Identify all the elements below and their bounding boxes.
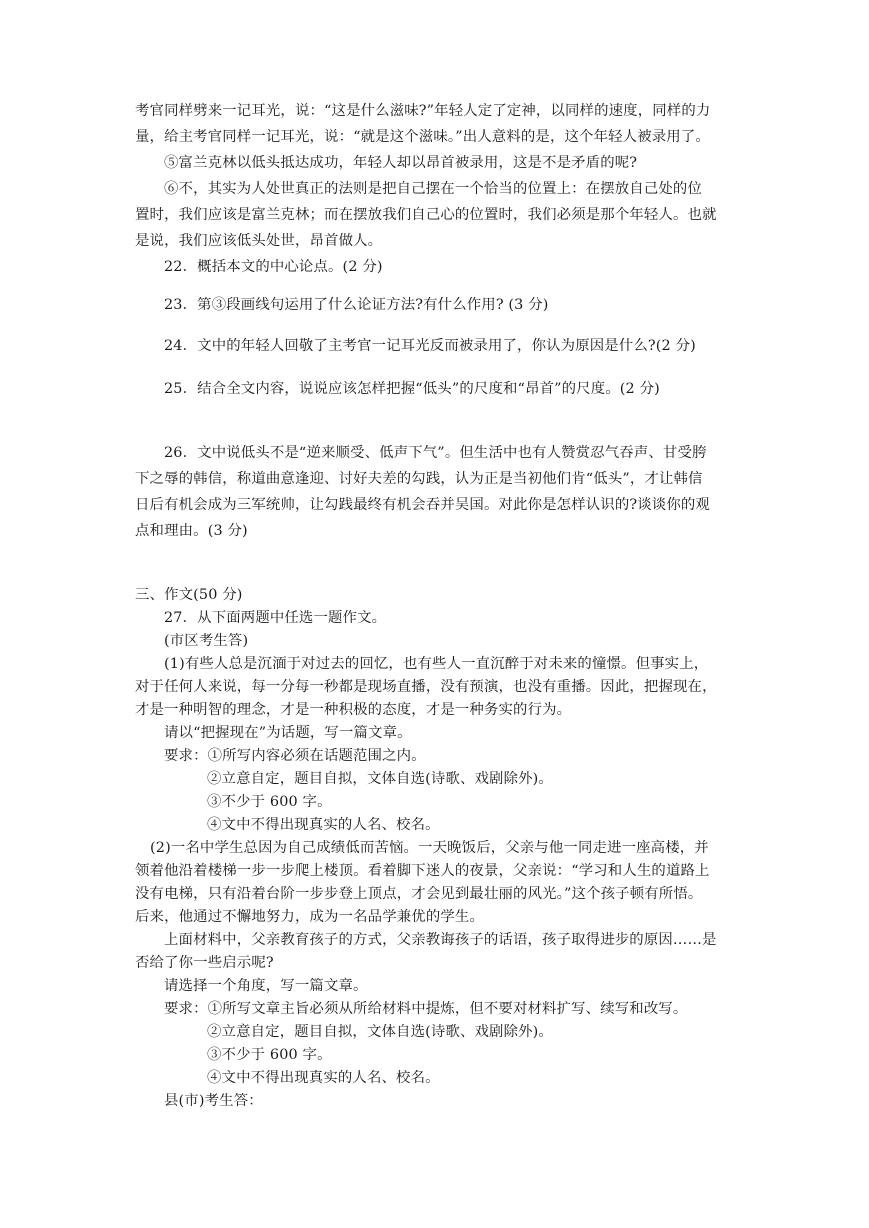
topic-2-requirement-2: ②立意自定，题目自拟，文体自选(诗歌、戏剧除外)。 (207, 1024, 553, 1040)
topic-1-prompt: 请以“把握现在”为话题，写一篇文章。 (164, 725, 412, 741)
question-25: 25．结合全文内容，说说应该怎样把握“低头”的尺度和“昂首”的尺度。(2 分) (164, 381, 660, 397)
passage-paragraph-5: ⑤富兰克林以低头抵达成功，年轻人却以昂首被录用，这是不是矛盾的呢? (164, 155, 638, 171)
passage-paragraph-continued-line-1: 考官同样劈来一记耳光，说：“这是什么滋味?”年轻人定了定神，以同样的速度，同样的力 (135, 103, 711, 119)
topic-1-line-2: 对于任何人来说，每一分每一秒都是现场直播，没有预演，也没有重播。因此，把握现在， (135, 679, 717, 695)
topic-2-line-6: 否给了你一些启示呢? (135, 955, 274, 971)
topic-2-line-2: 领着他沿着楼梯一步一步爬上楼顶。看着脚下迷人的夜景，父亲说：“学习和人生的道路上 (135, 863, 710, 879)
topic-2-prompt: 请选择一个角度，写一篇文章。 (164, 978, 368, 994)
topic-2-line-1: (2)一名中学生总因为自己成绩低而苦恼。一天晚饭后，父亲与他一同走进一座高楼，并 (150, 840, 709, 856)
topic-1-requirement-4: ④文中不得出现真实的人名、校名。 (207, 817, 440, 833)
question-22: 22．概括本文的中心论点。(2 分) (164, 259, 383, 275)
topic-2-line-5: 上面材料中，父亲教育孩子的方式，父亲教诲孩子的话语，孩子取得进步的原因……是 (164, 932, 717, 948)
question-27: 27．从下面两题中任选一题作文。 (164, 610, 387, 626)
passage-paragraph-continued-line-2: 量，给主考官同样一记耳光，说：“就是这个滋味。”出人意料的是，这个年轻人被录用了。 (135, 129, 710, 145)
topic-2-requirement-3: ③不少于 600 字。 (207, 1047, 332, 1063)
question-23: 23．第③段画线句运用了什么论证方法?有什么作用? (3 分) (164, 297, 549, 313)
topic-1-requirement-1: 要求：①所写内容必须在话题范围之内。 (164, 748, 426, 764)
topic-1-requirement-2: ②立意自定，题目自拟，文体自选(诗歌、戏剧除外)。 (207, 771, 553, 787)
topic-2-requirement-4: ④文中不得出现真实的人名、校名。 (207, 1070, 440, 1086)
topic-2-line-4: 后来，他通过不懈地努力，成为一名品学兼优的学生。 (135, 909, 484, 925)
topic-1-requirement-3: ③不少于 600 字。 (207, 794, 332, 810)
question-26-line-1: 26．文中说低头不是“逆来顺受、低声下气”。但生活中也有人赞赏忍气吞声、甘受胯 (164, 445, 707, 461)
passage-paragraph-6-line-2: 置时，我们应该是富兰克林；而在摆放我们自己心的位置时，我们必须是那个年轻人。也就 (135, 207, 717, 223)
county-candidates-label: 县(市)考生答： (164, 1093, 263, 1109)
topic-1-line-3: 才是一种明智的理念，才是一种积极的态度，才是一种务实的行为。 (135, 702, 572, 718)
topic-1-line-1: (1)有些人总是沉湎于对过去的回忆，也有些人一直沉醉于对未来的憧憬。但事实上， (164, 656, 709, 672)
passage-paragraph-6-line-1: ⑥不，其实为人处世真正的法则是把自己摆在一个恰当的位置上：在摆放自己处的位 (164, 181, 703, 197)
question-26-line-2: 下之辱的韩信，称道曲意逢迎、讨好夫差的勾践，认为正是当初他们肯“低头”，才让韩信 (135, 471, 703, 487)
question-26-line-4: 点和理由。(3 分) (135, 523, 248, 539)
question-26-line-3: 日后有机会成为三军统帅，让勾践最终有机会吞并吴国。对此你是怎样认识的?谈谈你的观 (135, 497, 710, 513)
question-24: 24．文中的年轻人回敬了主考官一记耳光反而被录用了，你认为原因是什么?(2 分) (164, 338, 696, 354)
composition-section-title: 三、作文(50 分) (135, 587, 243, 603)
city-candidates-label: (市区考生答) (164, 633, 249, 649)
topic-2-requirement-1: 要求：①所写文章主旨必须从所给材料中提炼，但不要对材料扩写、续写和改写。 (164, 1001, 688, 1017)
topic-2-line-3: 没有电梯，只有沿着台阶一步步登上顶点，才会见到最壮丽的风光。”这个孩子顿有所悟。 (135, 886, 703, 902)
passage-paragraph-6-line-3: 是说，我们应该低头处世，昂首做人。 (135, 233, 383, 249)
